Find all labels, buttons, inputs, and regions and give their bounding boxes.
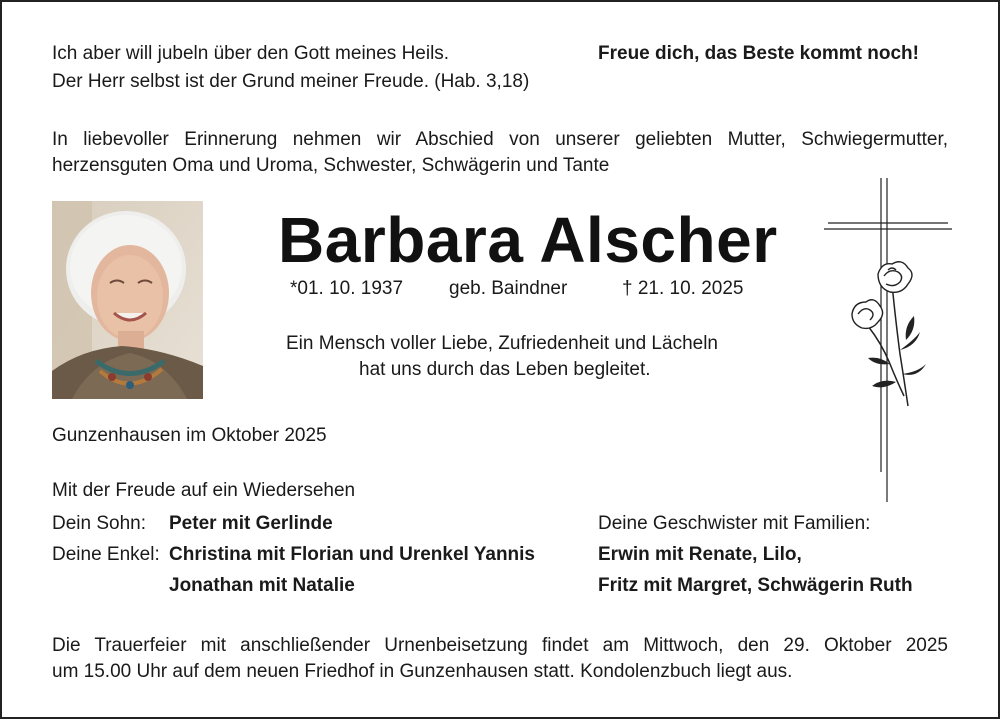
maiden-name: geb. Baindner	[449, 278, 568, 299]
grandchildren-line-1: Christina mit Florian und Urenkel Yannis	[169, 544, 536, 565]
tribute-line-1: Ein Mensch voller Liebe, Zufriedenheit und Lächeln	[286, 333, 718, 354]
cross-with-rose-icon	[820, 174, 954, 506]
son-label: Dein Sohn:	[52, 513, 147, 534]
portrait-photo	[52, 201, 203, 399]
death-date: † 21. 10. 2025	[622, 278, 744, 299]
grandchildren-line-2: Jonathan mit Natalie	[169, 575, 355, 596]
siblings-label: Deine Geschwister mit Familien:	[598, 513, 871, 534]
service-line-2: um 15.00 Uhr auf dem neuen Friedhof in Gunzenhausen statt. Kondolenzbuch liegt aus.	[52, 661, 793, 682]
grandchildren-label: Deine Enkel:	[52, 544, 160, 565]
intro-line-1: In liebevoller Erinnerung nehmen wir Abschied von unserer geliebten Mutter, Schwiegermutter,	[52, 129, 948, 150]
intro-line-2: herzensguten Oma und Uroma, Schwester, Schwägerin und Tante	[52, 155, 610, 176]
verse-line-1: Ich aber will jubeln über den Gott meines Heils.	[52, 43, 450, 64]
son-names: Peter mit Gerlinde	[169, 513, 333, 534]
place-date: Gunzenhausen im Oktober 2025	[52, 425, 327, 446]
siblings-line-1: Erwin mit Renate, Lilo,	[598, 544, 802, 565]
deceased-name: Barbara Alscher	[278, 204, 778, 276]
farewell-line: Mit der Freude auf ein Wiedersehen	[52, 480, 356, 501]
tribute-line-2: hat uns durch das Leben begleitet.	[359, 359, 651, 380]
motto: Freue dich, das Beste kommt noch!	[598, 43, 919, 64]
siblings-line-2: Fritz mit Margret, Schwägerin Ruth	[598, 575, 913, 596]
birth-date: *01. 10. 1937	[290, 278, 404, 299]
verse-line-2: Der Herr selbst ist der Grund meiner Freude. (Hab. 3,18)	[52, 71, 530, 92]
service-line-1: Die Trauerfeier mit anschließender Urnenbeisetzung findet am Mittwoch, den 29. Oktober 2025	[52, 635, 948, 656]
